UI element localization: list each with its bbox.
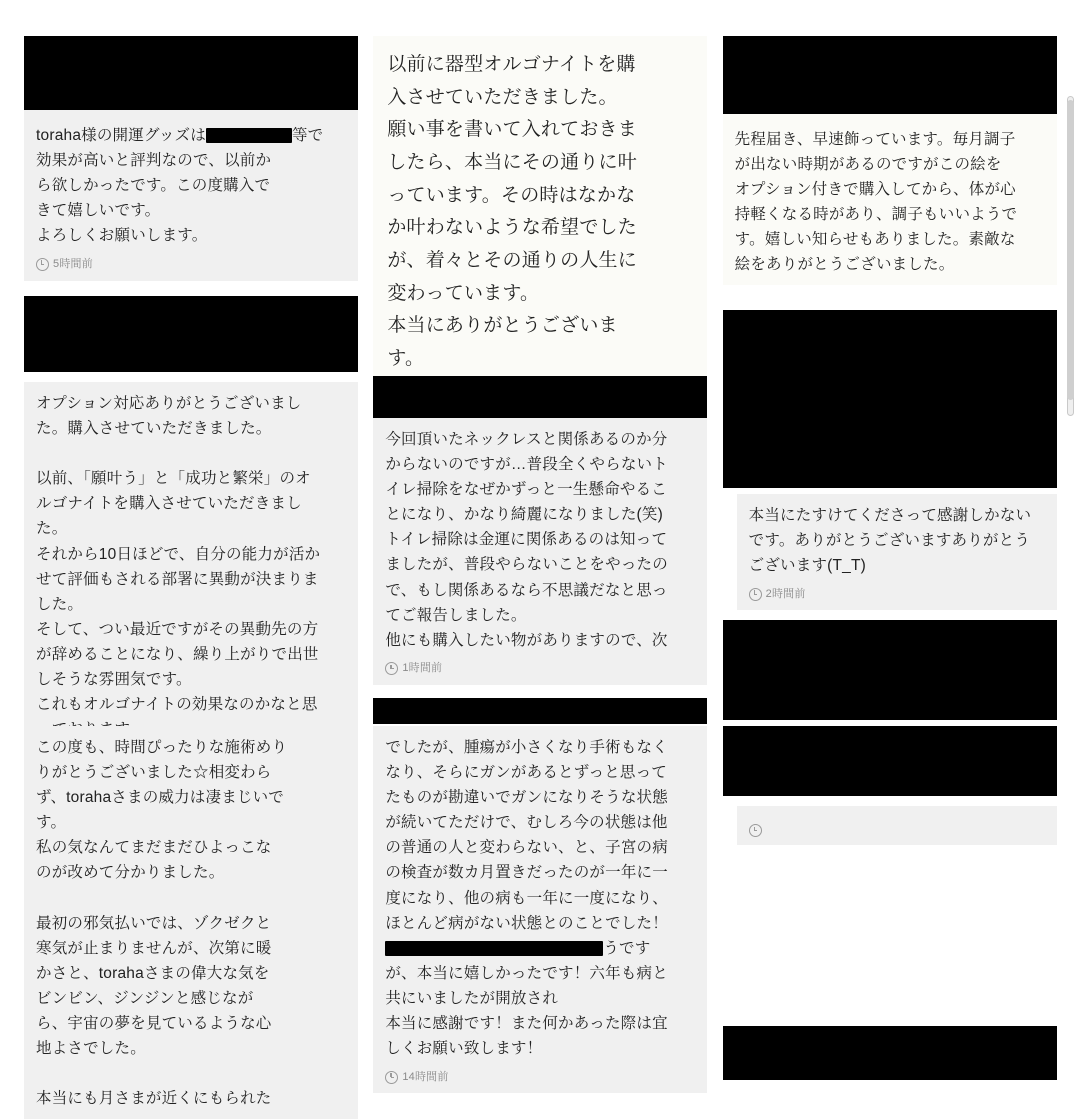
review-1-line-3: ら欲しかったです。この度購入で bbox=[36, 177, 271, 195]
review-5-line-6: ましたが、普段やらないことをやったの bbox=[385, 556, 668, 574]
review-7-line-6: 絵をありがとうございました。 bbox=[734, 256, 955, 274]
review-7[interactable] bbox=[723, 114, 1057, 285]
redaction-inline bbox=[206, 128, 292, 143]
review-5-line-8: てご報告しました。 bbox=[385, 606, 527, 624]
review-5-line-2: からないのですが…普段全くやらないト bbox=[385, 456, 668, 474]
review-3-line-5: 私の気なんてまだまだひよっこな bbox=[36, 839, 272, 857]
clock-icon bbox=[36, 258, 49, 271]
review-8-line-3: ございます(T_T) bbox=[748, 557, 867, 575]
review-6-line-5: の普通の人と変わらない、と、子宮の病 bbox=[385, 839, 668, 857]
review-2-line-3: 以前、「願叶う」と「成功と繁栄」のオ bbox=[36, 470, 311, 488]
review-3-line-11: ら、宇宙の夢を見ているような心 bbox=[36, 1015, 272, 1033]
review-2-line-1: オプション対応ありがとうございまし bbox=[36, 395, 302, 412]
review-3-line-1: この度も、時間ぴったりな施術めり bbox=[36, 739, 288, 756]
review-1-line-4: きて嬉しいです。 bbox=[36, 202, 161, 220]
review-7-line-3: オプション付きで購入してから、体が心 bbox=[734, 181, 1016, 199]
review-6[interactable] bbox=[373, 726, 707, 1093]
review-2-line-12: これもオルゴナイトの効果なのかなと思 bbox=[36, 696, 318, 714]
review-1-timestamp bbox=[36, 256, 346, 273]
review-6-line-1: でしたが、腫瘍が小さくなり手術もなく bbox=[385, 739, 668, 756]
review-3-line-9: かさと、torahaさまの偉大な気を bbox=[36, 964, 270, 982]
review-6-line-9: うです bbox=[385, 937, 695, 961]
review-4-line-3: 願い事を書いて入れておきま bbox=[387, 119, 637, 141]
review-6-line-8: ほとんど病がない状態とのことでした！ bbox=[385, 914, 668, 932]
review-3-line-2: りがとうございました☆相変わら bbox=[36, 764, 272, 782]
review-2-blank-1 bbox=[36, 442, 346, 466]
review-1-line-2: 効果が高いと評判なので、以前か bbox=[36, 152, 272, 170]
review-6-timestamp-label: 14時間前 bbox=[402, 1070, 449, 1083]
review-7-line-4: 持軽くなる時があり、調子もいいようで bbox=[734, 206, 1018, 224]
review-5-timestamp bbox=[385, 660, 695, 677]
review-8-line-1: 本当にたすけてくださって感謝しかない bbox=[748, 507, 1032, 524]
review-4-line-6: か叶わないような希望でした bbox=[387, 217, 637, 239]
redacted-block-7 bbox=[723, 620, 1057, 720]
redacted-block-5 bbox=[723, 36, 1057, 114]
clock-icon bbox=[385, 662, 398, 675]
review-4-line-4: したら、本当にその通りに叶 bbox=[387, 151, 637, 173]
review-5-timestamp-label: 1時間前 bbox=[402, 662, 443, 675]
review-8-line-2: です。ありがとうございますありがとう bbox=[748, 532, 1031, 550]
redacted-block-8 bbox=[723, 726, 1057, 796]
right-column bbox=[723, 0, 1056, 1080]
left-column bbox=[24, 0, 357, 1108]
redacted-block-4 bbox=[373, 698, 707, 724]
review-7-line-2: が出ない時期があるのですがこの絵を bbox=[734, 156, 1002, 174]
review-6-line-10: が、本当に嬉しかったです！六年も病と bbox=[385, 964, 668, 982]
review-5-line-3: イレ掃除をなぜかずっと一生懸命やるこ bbox=[385, 481, 667, 499]
review-2-line-5: た。 bbox=[36, 520, 68, 538]
review-7-line-5: す。嬉しい知らせもありました。素敵な bbox=[734, 231, 1016, 249]
review-3[interactable] bbox=[24, 726, 358, 1119]
review-1-line-5: よろしくお願いします。 bbox=[36, 227, 208, 245]
review-4-line-7: が、着々とその通りの人生に bbox=[387, 249, 637, 271]
review-3-line-13: 本当にも月さまが近くにもられた bbox=[36, 1090, 272, 1108]
review-5-line-5: トイレ掃除は金運に関係あるのは知って bbox=[385, 531, 668, 549]
review-4-line-9: 本当にありがとうございま bbox=[387, 315, 618, 337]
redacted-block-1 bbox=[24, 36, 358, 118]
scrollbar-thumb[interactable] bbox=[1067, 100, 1074, 400]
review-3-line-4: す。 bbox=[36, 814, 67, 832]
review-2-line-8: した。 bbox=[36, 595, 84, 613]
review-4-line-8: 変わっています。 bbox=[387, 282, 540, 304]
clock-icon bbox=[385, 1071, 398, 1084]
review-1-timestamp-label: 5時間前 bbox=[53, 257, 93, 270]
review-6-line-13: しくお願い致します！ bbox=[385, 1040, 543, 1058]
review-8-timestamp-label: 2時間前 bbox=[765, 587, 806, 600]
middle-column bbox=[373, 0, 706, 1083]
review-3-line-10: ビンビン、ジンジンと感じなが bbox=[36, 989, 254, 1007]
review-5-line-7: で、もし関係あるなら不思議だなと思っ bbox=[385, 581, 668, 599]
redacted-block-6 bbox=[723, 310, 1057, 488]
clock-icon bbox=[749, 588, 762, 601]
redaction-inline bbox=[385, 941, 603, 956]
review-2-line-2: た。購入させていただきました。 bbox=[36, 420, 272, 438]
review-7-line-1: 先程届き、早速飾っています。毎月調子 bbox=[734, 131, 1016, 148]
review-1-line-1: toraha様の開運グッズは 等で bbox=[36, 127, 324, 144]
clock-icon bbox=[749, 824, 762, 837]
review-6-timestamp bbox=[385, 1069, 695, 1086]
review-9[interactable] bbox=[737, 806, 1057, 845]
review-columns bbox=[24, 0, 1056, 1108]
review-5-line-4: とになり、かなり綺麗になりました(笑) bbox=[385, 506, 663, 524]
review-6-line-3: たものが勘違いでガンになりそうな状態 bbox=[385, 789, 668, 807]
review-9-timestamp bbox=[749, 824, 1045, 837]
review-3-line-12: 地よさでした。 bbox=[36, 1040, 146, 1058]
review-6-line-7: 度になり、他の病も一年に一度になり、 bbox=[385, 889, 668, 907]
review-3-line-6: のが改めて分かりました。 bbox=[36, 864, 225, 882]
left-gutter bbox=[0, 0, 24, 1080]
review-6-line-12: 本当に感謝です！また何かあった際は宜 bbox=[385, 1015, 668, 1033]
review-2-line-6: それから10日ほどで、自分の能力が活か bbox=[36, 545, 321, 563]
review-2-line-7: せて評価もされる部署に異動が決まりま bbox=[36, 570, 319, 588]
review-3-line-7: 最初の邪気払いでは、ゾクゼクと bbox=[36, 914, 272, 932]
review-6-line-2: なり、そらにガンがあるとずっと思って bbox=[385, 764, 667, 782]
review-4-line-5: っています。その時はなかな bbox=[387, 184, 636, 206]
review-2-line-9: そして、つい最近ですがその異動先の方 bbox=[36, 620, 319, 638]
review-3-line-8: 寒気が止まりませんが、次第に暖 bbox=[36, 939, 272, 957]
review-6-line-4: が続いてただけで、むしろ今の状態は他 bbox=[385, 814, 668, 832]
review-3-blank-2 bbox=[36, 1062, 346, 1086]
review-1[interactable] bbox=[24, 110, 358, 281]
review-8[interactable] bbox=[737, 494, 1057, 610]
review-8-timestamp bbox=[749, 586, 1045, 603]
review-6-line-6: の検査が数カ月置きだったのが一年に一 bbox=[385, 864, 668, 882]
review-5-line-1: 今回頂いたネックレスと関係あるのか分 bbox=[385, 431, 668, 448]
review-4-line-10: す。 bbox=[387, 347, 425, 369]
review-2-line-4: ルゴナイトを購入させていただきまし bbox=[36, 495, 302, 513]
review-3-blank-1 bbox=[36, 887, 346, 911]
review-5[interactable] bbox=[373, 418, 707, 685]
review-2-line-11: しそうな雰囲気です。 bbox=[36, 671, 192, 689]
review-4-line-1: 以前に器型オルゴナイトを購 bbox=[387, 54, 636, 75]
redacted-block-3 bbox=[373, 376, 707, 418]
redacted-block-9 bbox=[723, 1026, 1057, 1080]
review-2-line-10: が辞めることになり、繰り上がりで出世 bbox=[36, 645, 319, 663]
review-4[interactable] bbox=[373, 36, 707, 391]
review-5-line-9: 他にも購入したい物がありますので、次 bbox=[385, 631, 668, 649]
review-4-line-2: 入させていただきました。 bbox=[387, 86, 618, 108]
review-3-line-3: ず、torahaさまの威力は凄まじいで bbox=[36, 789, 285, 807]
review-6-line-11: 共にいましたが開放され bbox=[385, 989, 559, 1007]
review-2[interactable] bbox=[24, 382, 358, 750]
redacted-block-2 bbox=[24, 296, 358, 372]
